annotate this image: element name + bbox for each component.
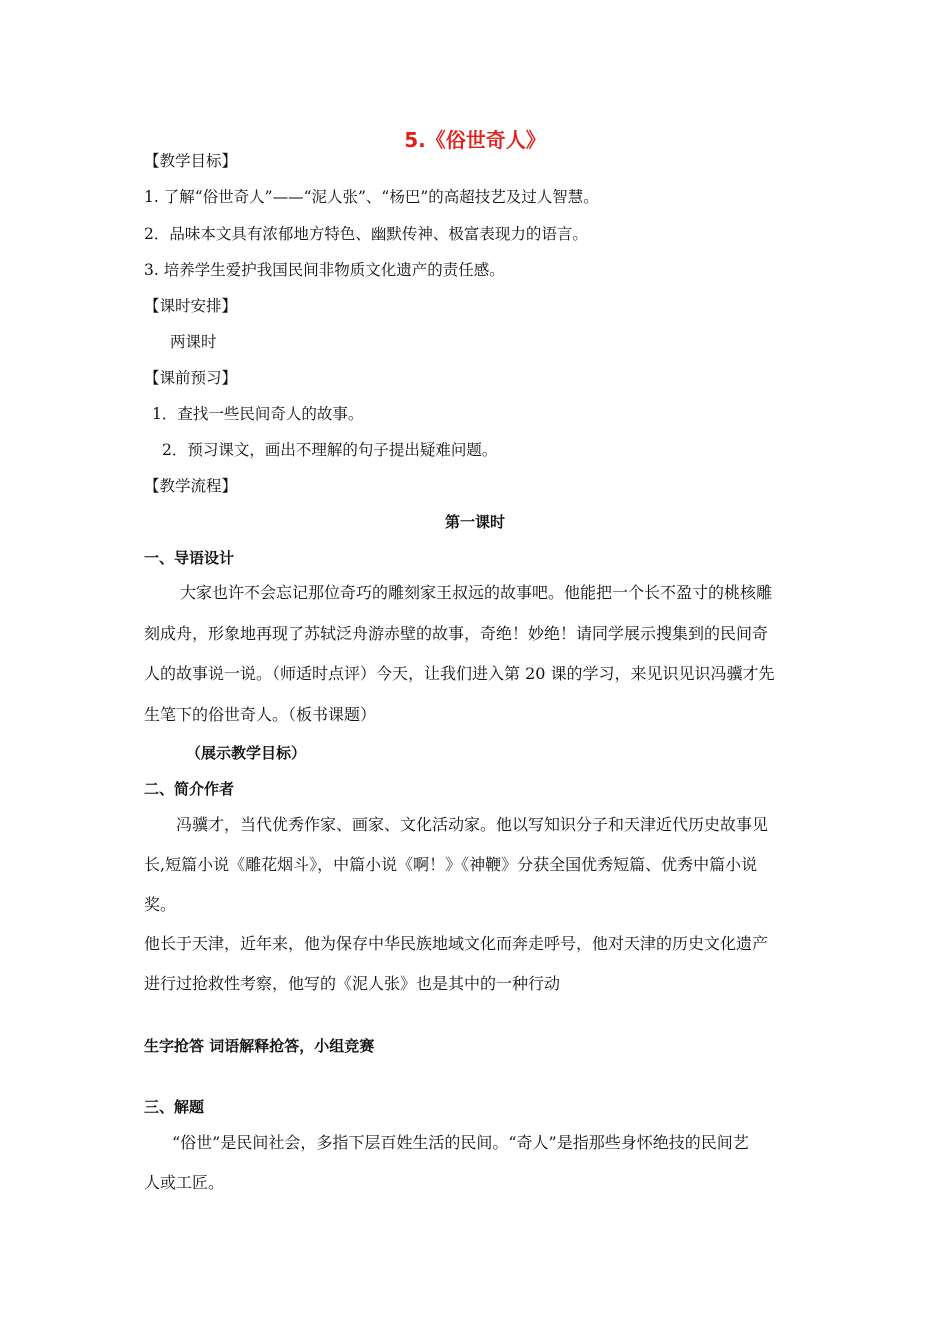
section1-line-4: 生笔下的俗世奇人。（板书课题）: [144, 705, 377, 724]
teaching-goals-heading: 【教学目标】: [144, 152, 238, 170]
section2-line-2: 长,短篇小说《雕花烟斗》，中篇小说《啊！》《神鞭》分获全国优秀短篇、优秀中篇小说: [144, 855, 758, 874]
section2-line-1: 冯骥才，当代优秀作家、画家、文化活动家。他以写知识分子和天津近代历史故事见: [176, 815, 769, 834]
section1-heading: 一、导语设计: [144, 549, 235, 567]
schedule-heading: 【课时安排】: [144, 297, 238, 315]
activity-line: 生字抢答 词语解释抢答，小组竞赛: [144, 1037, 375, 1055]
section2-line-3: 奖。: [144, 895, 177, 914]
section3-heading: 三、解题: [144, 1098, 205, 1116]
preview-item-2: 2．预习课文，画出不理解的句子提出疑难问题。: [162, 441, 498, 459]
section2-line-4: 他长于天津，近年来，他为保存中华民族地域文化而奔走呼号，他对天津的历史文化遗产: [144, 934, 769, 953]
schedule-text: 两课时: [170, 333, 217, 351]
preview-heading: 【课前预习】: [144, 369, 238, 387]
teaching-goal-item-2: 2．品味本文具有浓郁地方特色、幽默传神、极富表现力的语言。: [144, 225, 588, 243]
document-title: 5.《俗世奇人》: [404, 128, 546, 152]
section1-line-3: 人的故事说一说。（师适时点评）今天，让我们进入第 20 课的学习，来见识见识冯骥才先: [144, 664, 775, 683]
section3-line-2: 人或工匠。: [144, 1173, 225, 1192]
section1-line-1: 大家也许不会忘记那位奇巧的雕刻家王叔远的故事吧。他能把一个长不盈寸的桃核雕: [180, 583, 773, 602]
teaching-goal-item-3: 3. 培养学生爱护我国民间非物质文化遗产的责任感。: [144, 261, 505, 279]
section1-note: （展示教学目标）: [186, 744, 307, 762]
preview-item-1: 1．查找一些民间奇人的故事。: [152, 405, 364, 423]
section3-line-1: “俗世”是民间社会，多指下层百姓生活的民间。“奇人”是指那些身怀绝技的民间艺: [172, 1133, 749, 1152]
section2-line-5: 进行过抢救性考察，他写的《泥人张》也是其中的一种行动: [144, 974, 561, 993]
section1-line-2: 刻成舟，形象地再现了苏轼泛舟游赤壁的故事，奇绝！妙绝！请同学展示搜集到的民间奇: [144, 624, 769, 643]
section2-heading: 二、简介作者: [144, 780, 235, 798]
process-heading: 【教学流程】: [144, 477, 238, 495]
teaching-goal-item-1: 1. 了解“俗世奇人”——“泥人张”、“杨巴”的高超技艺及过人智慧。: [144, 188, 599, 206]
lesson-title: 第一课时: [444, 513, 505, 531]
